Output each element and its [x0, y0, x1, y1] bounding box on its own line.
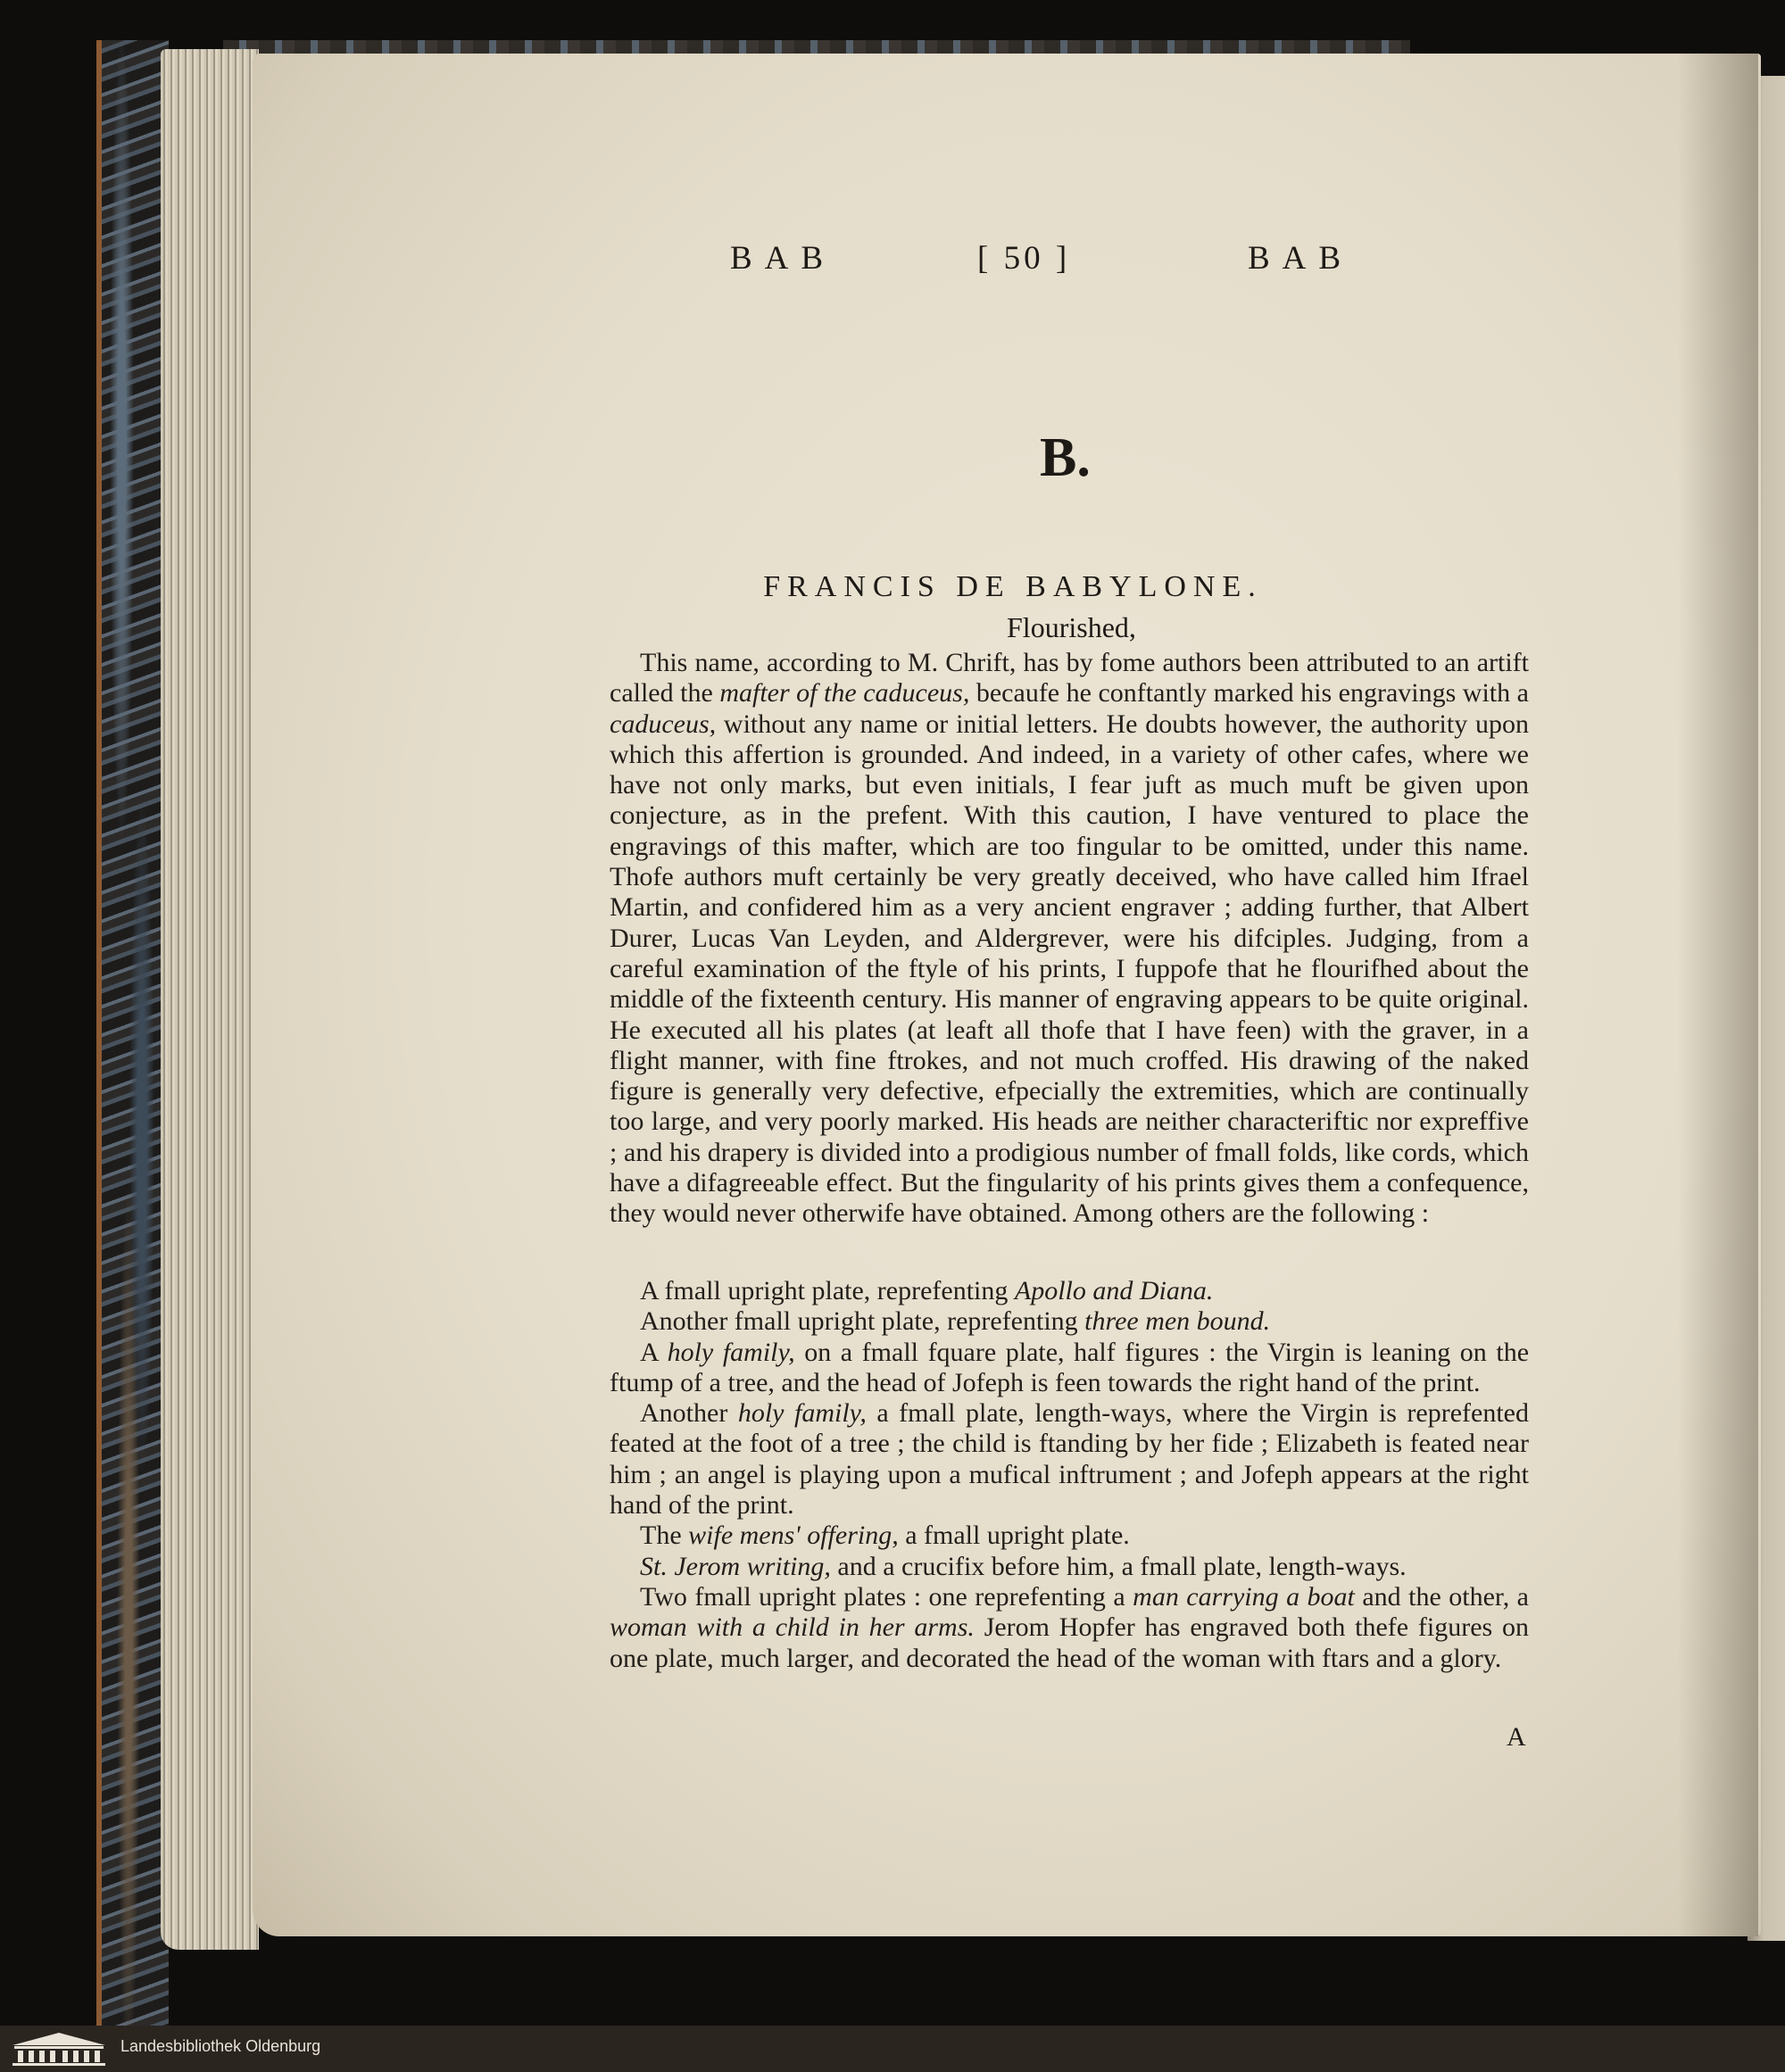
- plate-text: a fmall upright plate.: [898, 1521, 1130, 1551]
- entry-title: FRANCIS DE BABYLONE.: [763, 570, 1263, 603]
- plate-item: [610, 1306, 1529, 1337]
- intro-text-2: becaufe he conftantly marked his engravings with a: [969, 678, 1529, 709]
- intro-italic-2: caduceus,: [610, 709, 717, 739]
- plate-text: Another fmall upright plate, reprefenting: [640, 1306, 1085, 1337]
- marbled-cover: [96, 40, 169, 2026]
- plate-text: on a fmall fquare plate, half figures : the Virgin is leaning on the ftump of a tree, and the head of Jofeph is feen towards the right hand of the print.: [610, 1337, 1530, 1397]
- plate-item: [610, 1552, 1529, 1582]
- plate-item: [610, 1582, 1529, 1674]
- intro-paragraph: [610, 648, 1529, 1230]
- plate-text: and a crucifix before him, a fmall plate, length-ways.: [830, 1551, 1407, 1581]
- intro-text-3: without any name or initial letters. He doubts however, the authority upon which this affertion is grounded. And indeed, in a variety of other cafes, where we have not only marks, but even initials, I fear juft as much muft be given upon conjecture, as in the prefent. With this caution, I have ventured to place the engravings of this mafter, which are too fingular to be omitted, under this name. Thofe authors muft certainly be very greatly deceived, who have called him Ifrael Martin, and confidered him as a very ancient engraver ; adding further, that Albert Durer, Lucas Van Leyden, and Aldergrever, were his difciples. Judging, from a careful examination of the ftyle of his prints, I fuppofe that he flourifhed about the middle of the fixteenth century. His manner of engraving appears to be quite original. He executed all his plates (at leaft all thofe that I have feen) with the graver, in a flight manner, with fine ftrokes, and not much croffed. His drawing of the naked figure is generally very defective, efpecially the extremities, which are continually too large, and very poorly marked. His heads are neither characteriftic nor expreffive ; and his drapery is divided into a prodigious number of fmall folds, like cords, which have a difagreeable effect. But the fingularity of his prints gives them a confequence, they would never otherwife have obtained. Among others are the following :: [610, 709, 1529, 1229]
- plate-title: holy family,: [737, 1398, 867, 1429]
- plate-item: [610, 1398, 1529, 1521]
- plate-title: holy family,: [667, 1337, 795, 1367]
- entry-subtitle: Flourished,: [1007, 611, 1136, 643]
- plate-title: wife mens' offering,: [688, 1521, 899, 1551]
- plate-item: [610, 1521, 1529, 1551]
- plate-title: three men bound.: [1084, 1306, 1271, 1337]
- page-stack-edges: [161, 49, 259, 1950]
- library-building-icon: [9, 2031, 109, 2067]
- plate-title: St. Jerom writing,: [640, 1551, 831, 1581]
- plate-text: Two fmall upright plates : one reprefenting a: [640, 1581, 1133, 1612]
- plate-text: The: [640, 1521, 689, 1551]
- plate-title: woman with a child in her arms.: [610, 1612, 975, 1643]
- plate-title: man carrying a boat: [1133, 1581, 1355, 1612]
- catchword: A: [1507, 1722, 1526, 1752]
- page-number: [ 50 ]: [977, 240, 1071, 277]
- plate-text: A: [640, 1337, 668, 1367]
- library-name: Landesbibliothek Oldenburg: [120, 2037, 321, 2055]
- plate-title: Apollo and Diana.: [1014, 1276, 1214, 1305]
- intro-italic-1: mafter of the caduceus,: [719, 678, 970, 709]
- gutter-shadow: [1678, 54, 1758, 1936]
- section-letter: B.: [1040, 427, 1091, 488]
- intro-text-1: This name, according to M. Chrift, has by fome authors been attributed to an artift called the: [610, 648, 1529, 709]
- library-footer-bar: [0, 2026, 1785, 2072]
- plate-text: a fmall plate, length-ways, where the Virgin is reprefented feated at the foot of a tree ; the child is ftanding by her fide ; Elizabeth is feated near him ; an angel is playing upon a mufical inftrument ; and Jofeph appears at the right hand of the print.: [610, 1398, 1529, 1521]
- plate-text: and the other, a: [1354, 1581, 1529, 1612]
- running-head-right: BAB: [1248, 240, 1354, 277]
- running-head-left: BAB: [730, 240, 836, 277]
- plate-list: [610, 1276, 1529, 1674]
- plate-item: [610, 1276, 1529, 1306]
- plate-text: Another: [640, 1398, 738, 1429]
- plate-text: Jerom Hopfer has engraved both thefe figures on one plate, much larger, and decorated the head of the woman with ftars and a glory.: [610, 1612, 1529, 1673]
- plate-text: A fmall upright plate, reprefenting: [640, 1276, 1015, 1305]
- plate-item: [610, 1338, 1529, 1399]
